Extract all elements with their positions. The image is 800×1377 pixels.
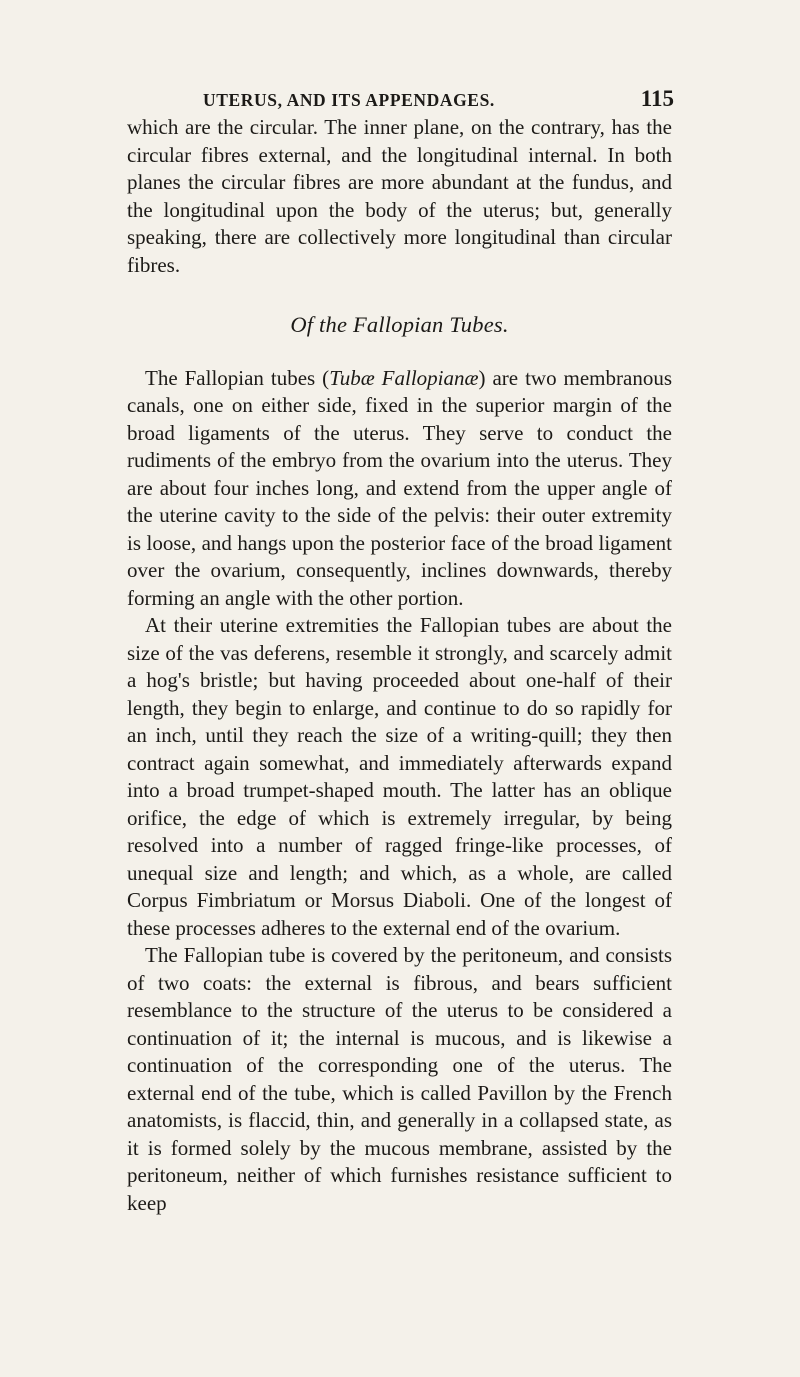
section-heading: Of the Fallopian Tubes.	[290, 312, 509, 337]
paragraph-2: At their uterine extremities the Fallopian tubes are about the size of the vas deferens, resemble it strongly, and scarcely admit a hog's bristle; but having proceeded about one-half of their length, they begin to enlarge, and continue to do so rapidly for an inch, until they reach the size of a writing-quill; they then contract again somewhat, and immediately afterwards expand into a broad trumpet-shaped mouth. The latter has an oblique orifice, the edge of which is extremely irregular, by being resolved into a number of ragged fringe-like processes, of unequal size and length; and which, as a whole, are called Corpus Fimbriatum or Morsus Diaboli. One of the longest of these processes adheres to the external end of the ovarium.	[127, 613, 672, 940]
running-title: UTERUS, AND ITS APPENDAGES.	[203, 90, 495, 110]
running-header	[127, 88, 672, 114]
latin-term: Tubæ Fallopianæ	[329, 365, 479, 390]
paragraph-1-rest: ) are two membranous canals, one on either side, fixed in the superior margin of the broad ligaments of the uterus. They serve to conduct the rudiments of the embryo from the ovarium into the uterus. They are about four inches long, and extend from the upper angle of the uterine cavity to the side of the pelvis: their outer extremity is loose, and hangs upon the posterior face of the broad ligament over the ovarium, consequently, inclines downwards, thereby forming an angle with the other portion.	[127, 365, 672, 610]
paragraph-1	[127, 365, 672, 613]
paragraph-1-start: The Fallopian tubes (	[145, 365, 330, 390]
paragraph-3: The Fallopian tube is covered by the peritoneum, and consists of two coats: the external is fibrous, and bears sufficient resemblance to the structure of the uterus to be considered a continuation of it; the internal is mucous, and is likewise a continuation of the corresponding one of the uterus. The external end of the tube, which is called Pavillon by the French anatomists, is flaccid, thin, and generally in a collapsed state, as it is formed solely by the mucous membrane, assisted by the peritoneum, neither of which furnishes resistance sufficient to keep	[127, 943, 672, 1215]
continued-paragraph: which are the circular. The inner plane, on the contrary, has the circular fibres external, and the longitudinal internal. In both planes the circular fibres are more abundant at the fundus, and the longitudinal upon the body of the uterus; but, generally speaking, there are collectively more longitudinal than circular fibres.	[127, 115, 672, 277]
page-number: 115	[640, 86, 674, 111]
body-text	[127, 114, 672, 1217]
